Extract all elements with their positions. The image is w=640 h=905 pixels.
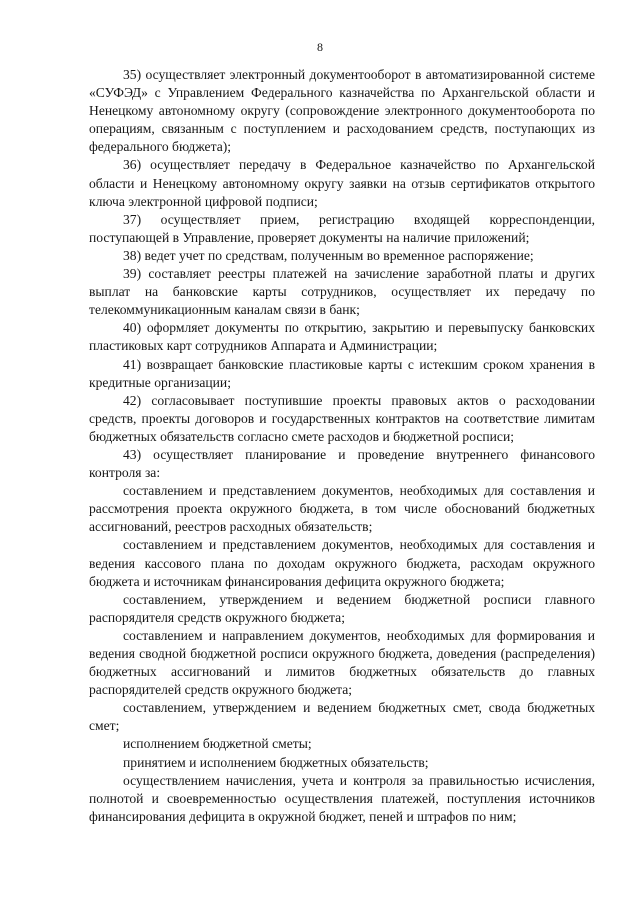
paragraph-36: 36) осуществляет передачу в Федеральное казначейство по Архангельской области и Ненецкому автономному округу заявки на отзыв сертификатов открытого ключа электронной цифровой подписи; <box>89 157 595 209</box>
paragraph-42: 42) согласовывает поступившие проекты правовых актов о расходовании средств, проекты договоров и государственных контрактов на соответствие лимитам бюджетных обязательств согласно смете расходов и бюджетной росписи; <box>89 392 595 444</box>
paragraph-43: 43) осуществляет планирование и проведение внутреннего финансового контроля за: <box>89 446 595 481</box>
control-item-budget-draft: составлением и представлением документов, необходимых для составления и рассмотрения проекта окружного бюджета, в том числе обоснований бюджетных ассигнований, реестров расходных обязательств; <box>89 483 595 535</box>
page-number: 8 <box>317 40 323 54</box>
control-item-consolidated-schedule: составлением и направлением документов, необходимых для формирования и ведения сводной бюджетной росписи окружного бюджета, доведения (распределения) бюджетных ассигнований и лимитов бюджетных обязательств до главных распорядителей средств окружного бюджета; <box>89 627 595 698</box>
control-item-budget-estimates: составлением, утверждением и ведением бюджетных смет, свода бюджетных смет; <box>89 700 595 734</box>
control-item-cash-plan: составлением и представлением документов, необходимых для составления и ведения кассового плана по доходам окружного бюджета, расходам окружного бюджета и источникам финансирования дефицита окружного бюджета; <box>89 537 595 589</box>
paragraph-41: 41) возвращает банковские пластиковые карты с истекшим сроком хранения в кредитные организации; <box>89 356 595 390</box>
control-item-accruals: осуществлением начисления, учета и контроля за правильностью исчисления, полнотой и своевременностью осуществления платежей, поступления источников финансирования дефицита в окружной бюджет, пеней и штрафов по ним; <box>89 772 595 824</box>
control-item-budget-schedule: составлением, утверждением и ведением бюджетной росписи главного распорядителя средств окружного бюджета; <box>89 591 595 625</box>
document-body <box>89 66 595 826</box>
control-item-estimate-execution: исполнением бюджетной сметы; <box>123 736 312 752</box>
paragraph-38: 38) ведет учет по средствам, полученным во временное распоряжение; <box>123 247 534 263</box>
paragraph-37: 37) осуществляет прием, регистрацию входящей корреспонденции, поступающей в Управление, проверяет документы на наличие приложений; <box>89 211 595 245</box>
control-item-obligations: принятием и исполнением бюджетных обязательств; <box>123 754 429 770</box>
paragraph-40: 40) оформляет документы по открытию, закрытию и перевыпуску банковских пластиковых карт сотрудников Аппарата и Администрации; <box>89 320 595 354</box>
paragraph-39: 39) составляет реестры платежей на зачисление заработной платы и других выплат на банковские карты сотрудников, осуществляет их передачу по телекоммуникационным каналам связи в банк; <box>89 266 595 318</box>
paragraph-35: 35) осуществляет электронный документооборот в автоматизированной системе «СУФЭД» с Управлением Федерального казначейства по Архангельской области и Ненецкому автономному округу (сопровождение электронного документооборота по операциям, связанным с поступлением и расходованием средств, поступающих из федерального бюджета); <box>89 67 595 155</box>
